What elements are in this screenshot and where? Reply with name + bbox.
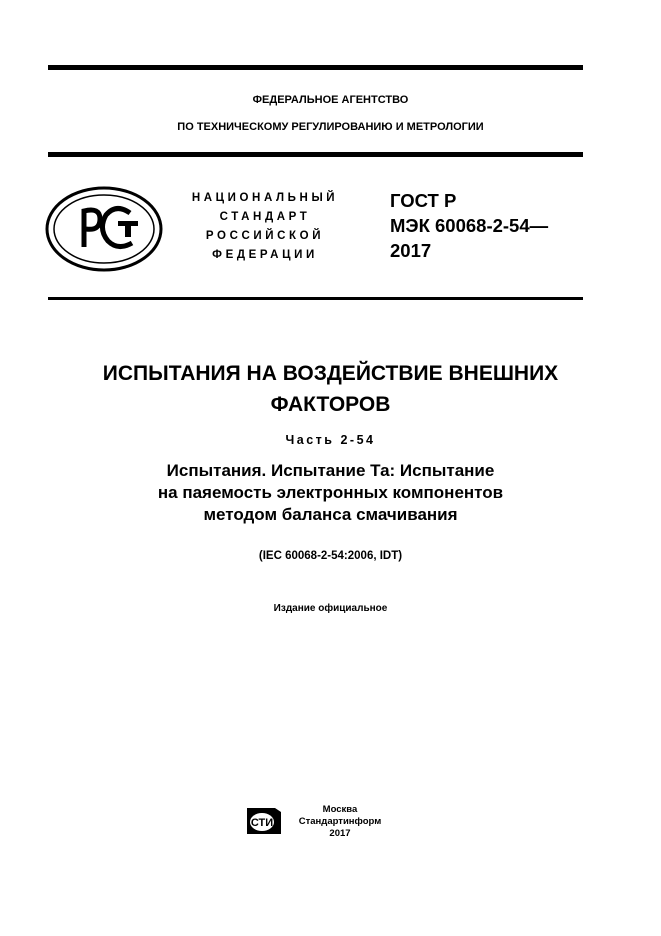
edition-note: Издание официальное <box>273 603 388 614</box>
subtitle-line1: Испытания. Испытание Та: Испытание <box>166 461 495 480</box>
designation-line: ГОСТ Р <box>390 190 457 211</box>
designation-line: 2017 <box>390 240 432 261</box>
title-rule <box>48 297 583 300</box>
designation-line: МЭК 60068-2-54— <box>390 215 549 236</box>
title-line2: ФАКТОРОВ <box>270 393 391 416</box>
subtitle-line2: на паяемость электронных компонентов <box>157 483 504 502</box>
publisher-city: Москва <box>322 804 358 815</box>
agency-line2: ПО ТЕХНИЧЕСКОМУ РЕГУЛИРОВАНИЮ И МЕТРОЛОГИИ <box>177 121 484 133</box>
part-number: Часть 2-54 <box>285 433 376 447</box>
header-rule <box>48 152 583 157</box>
top-rule <box>48 65 583 70</box>
publisher <box>290 804 390 840</box>
title-line1: ИСПЫТАНИЯ НА ВОЗДЕЙСТВИЕ ВНЕШНИХ <box>102 362 559 385</box>
agency-line1: ФЕДЕРАЛЬНОЕ АГЕНТСТВО <box>252 94 409 106</box>
designation <box>390 188 548 263</box>
standard-type <box>175 189 355 265</box>
gost-logo-icon <box>44 185 164 273</box>
subtitle-line3: методом баланса смачивания <box>203 505 458 524</box>
standard-type-line: ФЕДЕРАЦИИ <box>212 249 318 261</box>
publisher-name: Стандартинформ <box>298 816 382 827</box>
standartinform-logo-icon <box>245 806 285 836</box>
publisher-year: 2017 <box>329 828 351 839</box>
standard-type-line: СТАНДАРТ <box>219 211 311 223</box>
standard-type-line: РОССИЙСКОЙ <box>205 230 325 242</box>
svg-text:СТИ: СТИ <box>250 817 274 829</box>
iec-reference: (IEC 60068-2-54:2006, IDT) <box>258 550 403 562</box>
standard-type-line: НАЦИОНАЛЬНЫЙ <box>191 192 339 204</box>
